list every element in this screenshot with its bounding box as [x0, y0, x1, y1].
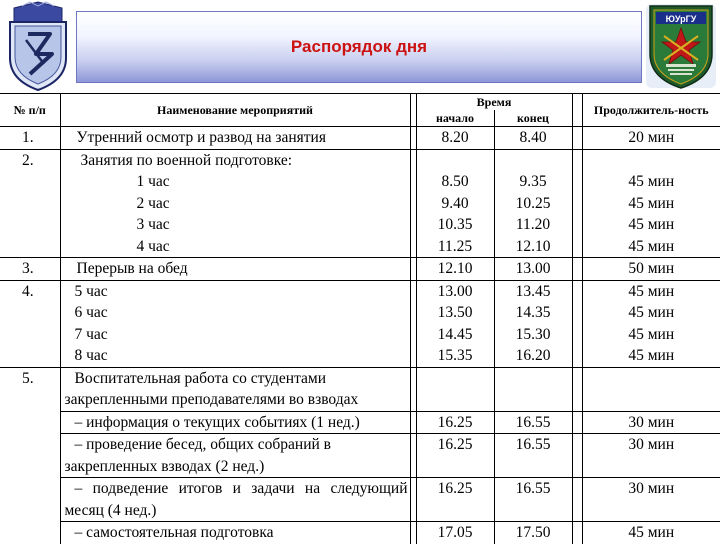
start-time: 15.35: [437, 347, 473, 364]
duration: 45 мин: [628, 194, 675, 212]
durations: [582, 280, 720, 367]
end-time: 10.25: [515, 194, 551, 212]
end-time: 16.55: [494, 434, 572, 478]
header-end: конец: [494, 110, 572, 127]
header-name: Наименование мероприятий: [60, 94, 410, 127]
schedule-table: [0, 93, 720, 544]
duration: 45 мин: [628, 173, 675, 190]
activity-block: [60, 280, 410, 367]
university-emblem-icon: [642, 0, 720, 92]
end-time: 13.45: [515, 282, 551, 300]
end-time: 9.35: [519, 173, 547, 190]
end-time: 16.55: [494, 411, 572, 434]
duration: 45 мин: [628, 347, 675, 364]
row-number: 5.: [0, 367, 60, 411]
left-emblem: [0, 0, 76, 92]
duration: 20 мин: [582, 127, 720, 150]
start-time: 16.25: [416, 411, 494, 434]
start-time: 12.10: [416, 258, 494, 281]
activity-name: – самостоятельная подготовка: [60, 522, 410, 544]
title-banner: [76, 11, 642, 83]
header-start: начало: [416, 110, 494, 127]
row-number: 2.: [0, 149, 60, 258]
end-time: 14.35: [515, 304, 551, 321]
activity-name: 8 час: [74, 347, 108, 364]
duration: 50 мин: [582, 258, 720, 281]
row-number: 4.: [0, 280, 60, 367]
start-time: 9.40: [441, 194, 469, 212]
row-number: 1.: [0, 127, 60, 150]
header-duration: Продолжитель-ность: [582, 94, 720, 127]
duration: 30 мин: [582, 434, 720, 478]
start-times: [416, 149, 494, 258]
end-time: 17.50: [494, 522, 572, 544]
end-time: 16.55: [494, 478, 572, 522]
duration: 30 мин: [582, 478, 720, 522]
start-time: 10.35: [437, 216, 473, 233]
activity-name: 2 час: [136, 194, 170, 212]
activity-name: 3 час: [136, 216, 170, 233]
header-num: № п/п: [0, 94, 60, 127]
start-time: 8.50: [441, 173, 469, 190]
durations: [582, 149, 720, 258]
start-time: 17.05: [416, 522, 494, 544]
military-emblem-icon: [0, 0, 76, 92]
duration: 45 мин: [628, 237, 675, 255]
duration: 45 мин: [628, 282, 675, 300]
activity-name: 5 час: [74, 282, 108, 300]
duration: 45 мин: [628, 325, 675, 343]
activity-name: Занятия по военной подготовке:: [80, 151, 293, 169]
duration: 45 мин: [628, 216, 675, 233]
end-time: 12.10: [515, 237, 551, 255]
end-time: 11.20: [515, 216, 551, 233]
start-time: 13.50: [437, 304, 473, 321]
duration: 45 мин: [628, 304, 675, 321]
row-number: 3.: [0, 258, 60, 281]
end-time: 8.40: [494, 127, 572, 150]
right-emblem-text: ЮУрГУ: [665, 14, 697, 24]
end-times: [494, 280, 572, 367]
right-emblem: [642, 0, 720, 92]
activity-name: 7 час: [74, 325, 108, 343]
start-time: 11.25: [437, 237, 473, 255]
start-times: [416, 280, 494, 367]
activity-name: 4 час: [136, 237, 170, 255]
duration: 30 мин: [582, 411, 720, 434]
activity-name: – информация о текущих событиях (1 нед.): [60, 411, 410, 434]
start-time: 14.45: [437, 325, 473, 343]
header-time: Время: [416, 94, 572, 111]
activity-name: – проведение бесед, общих собраний в закрепленных взводах (2 нед.): [60, 434, 410, 478]
end-times: [494, 149, 572, 258]
start-time: 13.00: [437, 282, 473, 300]
start-time: 16.25: [416, 434, 494, 478]
duration: 45 мин: [582, 522, 720, 544]
page-title: Распорядок дня: [290, 37, 428, 56]
start-time: 16.25: [416, 478, 494, 522]
activity-name: 1 час: [136, 173, 170, 190]
end-time: 13.00: [494, 258, 572, 281]
activity-name: 6 час: [74, 304, 108, 321]
end-time: 16.20: [515, 347, 551, 364]
start-time: 8.20: [416, 127, 494, 150]
activity-name: Воспитательная работа со студентами закрепленными преподавателями во взводах: [60, 367, 410, 411]
activity-name: Перерыв на обед: [60, 258, 410, 281]
activity-block: [60, 149, 410, 258]
activity-name: Утренний осмотр и развод на занятия: [60, 127, 410, 150]
activity-name: – подведение итогов и задачи на следующий месяц (4 нед.): [60, 478, 410, 522]
end-time: 15.30: [515, 325, 551, 343]
